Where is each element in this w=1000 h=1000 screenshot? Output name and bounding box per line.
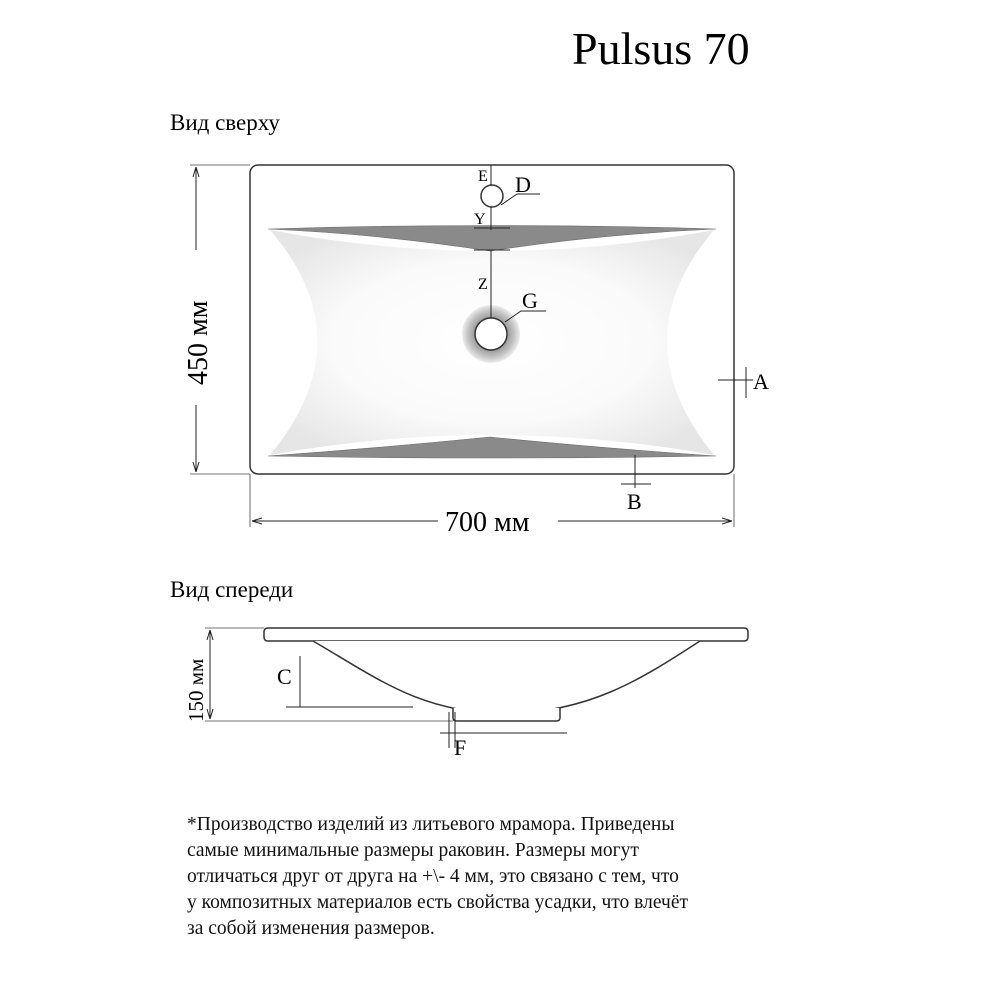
faucet-hole (481, 185, 503, 207)
front-height-dimension-label: 150 мм (184, 658, 208, 722)
marker-d: D (515, 172, 531, 197)
footnote (187, 812, 807, 942)
height-dimension-label: 450 мм (183, 300, 214, 385)
marker-y: Y (474, 211, 486, 228)
drain-hole (475, 318, 507, 350)
footnote-line: за собой изменения размеров. (187, 918, 435, 939)
marker-a: A (753, 369, 769, 394)
front-view (184, 628, 748, 760)
top-view-label: Вид сверху (170, 110, 280, 135)
front-slab (264, 628, 748, 641)
front-view-label: Вид спереди (170, 577, 294, 602)
footnote-line: у композитных материалов есть свойства усадки, что влечёт (187, 892, 689, 913)
marker-b: B (627, 489, 642, 514)
front-bowl-profile (313, 641, 700, 714)
marker-f: F (454, 735, 467, 760)
top-view (183, 165, 769, 538)
width-dimension-label: 700 мм (445, 507, 530, 538)
marker-z: Z (478, 276, 488, 293)
marker-c: C (277, 664, 292, 689)
front-drain-outlet (453, 708, 560, 721)
marker-e: E (478, 168, 488, 185)
drawing-title: Pulsus 70 (572, 23, 750, 74)
footnote-line: *Производство изделий из литьевого мрамора. Приведены (187, 814, 675, 835)
footnote-line: самые минимальные размеры раковин. Размеры могут (187, 840, 639, 861)
marker-g: G (522, 288, 538, 313)
footnote-line: отличаться друг от друга на +\- 4 мм, это связано с тем, что (187, 866, 679, 887)
